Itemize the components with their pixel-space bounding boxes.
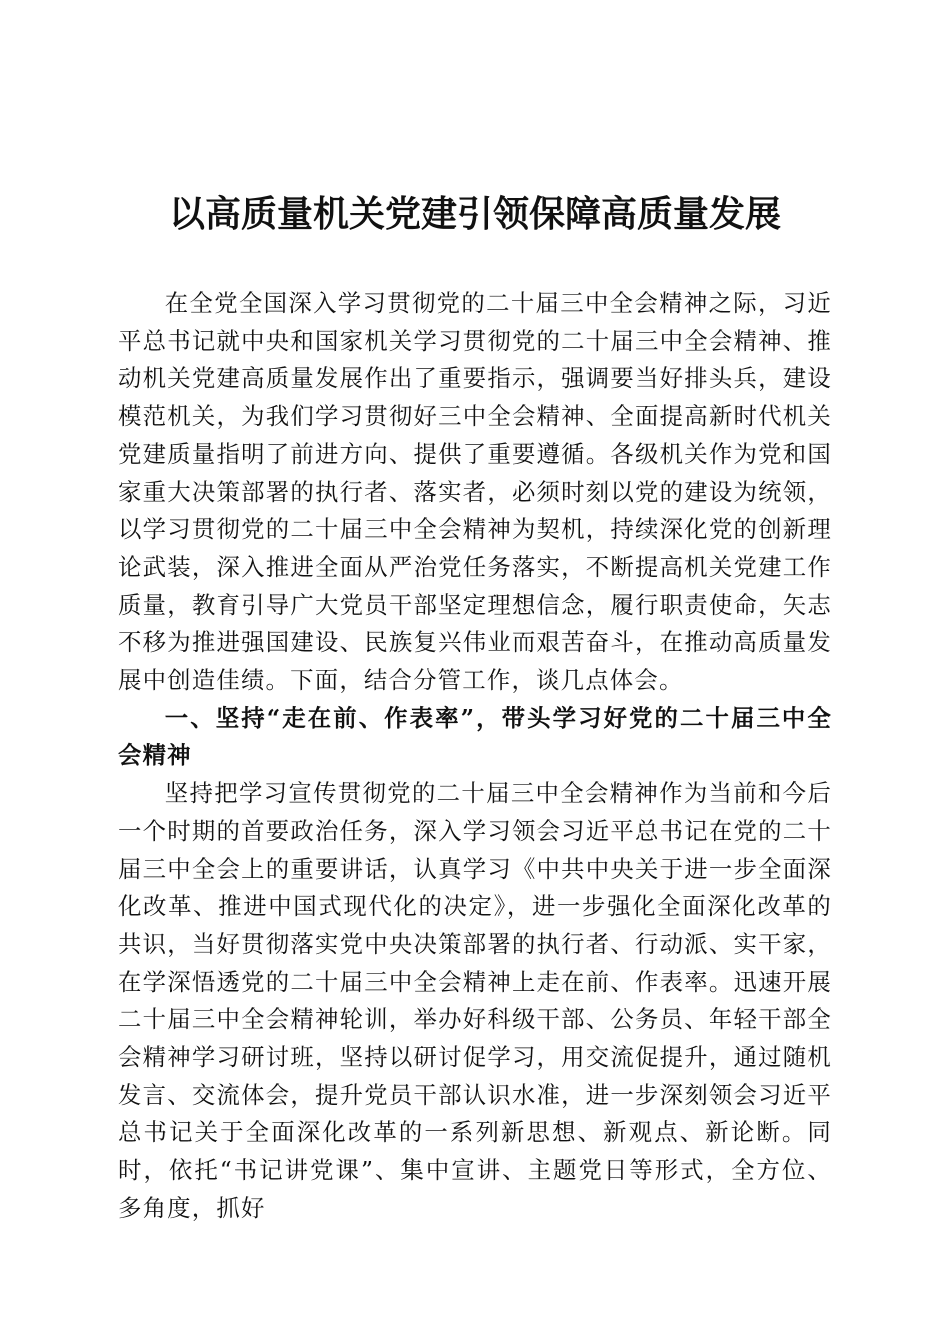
paragraph-section-1: 坚持把学习宣传贯彻党的二十届三中全会精神作为当前和今后一个时期的首要政治任务，深入学习领会习近平总书记在党的二十届三中全会上的重要讲话，认真学习《中共中央关于进一步全面深化改革、推进中国式现代化的决定》，进一步强化全面深化改革的共识，当好贯彻落实党中央决策部署的执行者、行动派、实干家，在学深悟透党的二十届三中全会精神上走在前、作表率。迅速开展二十届三中全会精神轮训，举办好科级干部、公务员、年轻干部全会精神学习研讨班，坚持以研讨促学习，用交流促提升，通过随机发言、交流体会，提升党员干部认识水准，进一步深刻领会习近平总书记关于全面深化改革的一系列新思想、新观点、新论断。同时，依托“书记讲党课”、集中宣讲、主题党日等形式，全方位、多角度，抓好: [118, 779, 832, 1222]
section-heading-1: 一、坚持“走在前、作表率”，带头学习好党的二十届三中全会精神: [118, 703, 832, 770]
document-body: [118, 285, 832, 1228]
document-title: 以高质量机关党建引领保障高质量发展: [168, 193, 781, 235]
paragraph-intro: 在全党全国深入学习贯彻党的二十届三中全会精神之际，习近平总书记就中央和国家机关学习贯彻党的二十届三中全会精神、推动机关党建高质量发展作出了重要指示，强调要当好排头兵，建设模范机关，为我们学习贯彻好三中全会精神、全面提高新时代机关党建质量指明了前进方向、提供了重要遵循。各级机关作为党和国家重大决策部署的执行者、落实者，必须时刻以党的建设为统领，以学习贯彻党的二十届三中全会精神为契机，持续深化党的创新理论武装，深入推进全面从严治党任务落实，不断提高机关党建工作质量，教育引导广大党员干部坚定理想信念，履行职责使命，矢志不移为推进强国建设、民族复兴伟业而艰苦奋斗，在推动高质量发展中创造佳绩。下面，结合分管工作，谈几点体会。: [118, 289, 832, 695]
